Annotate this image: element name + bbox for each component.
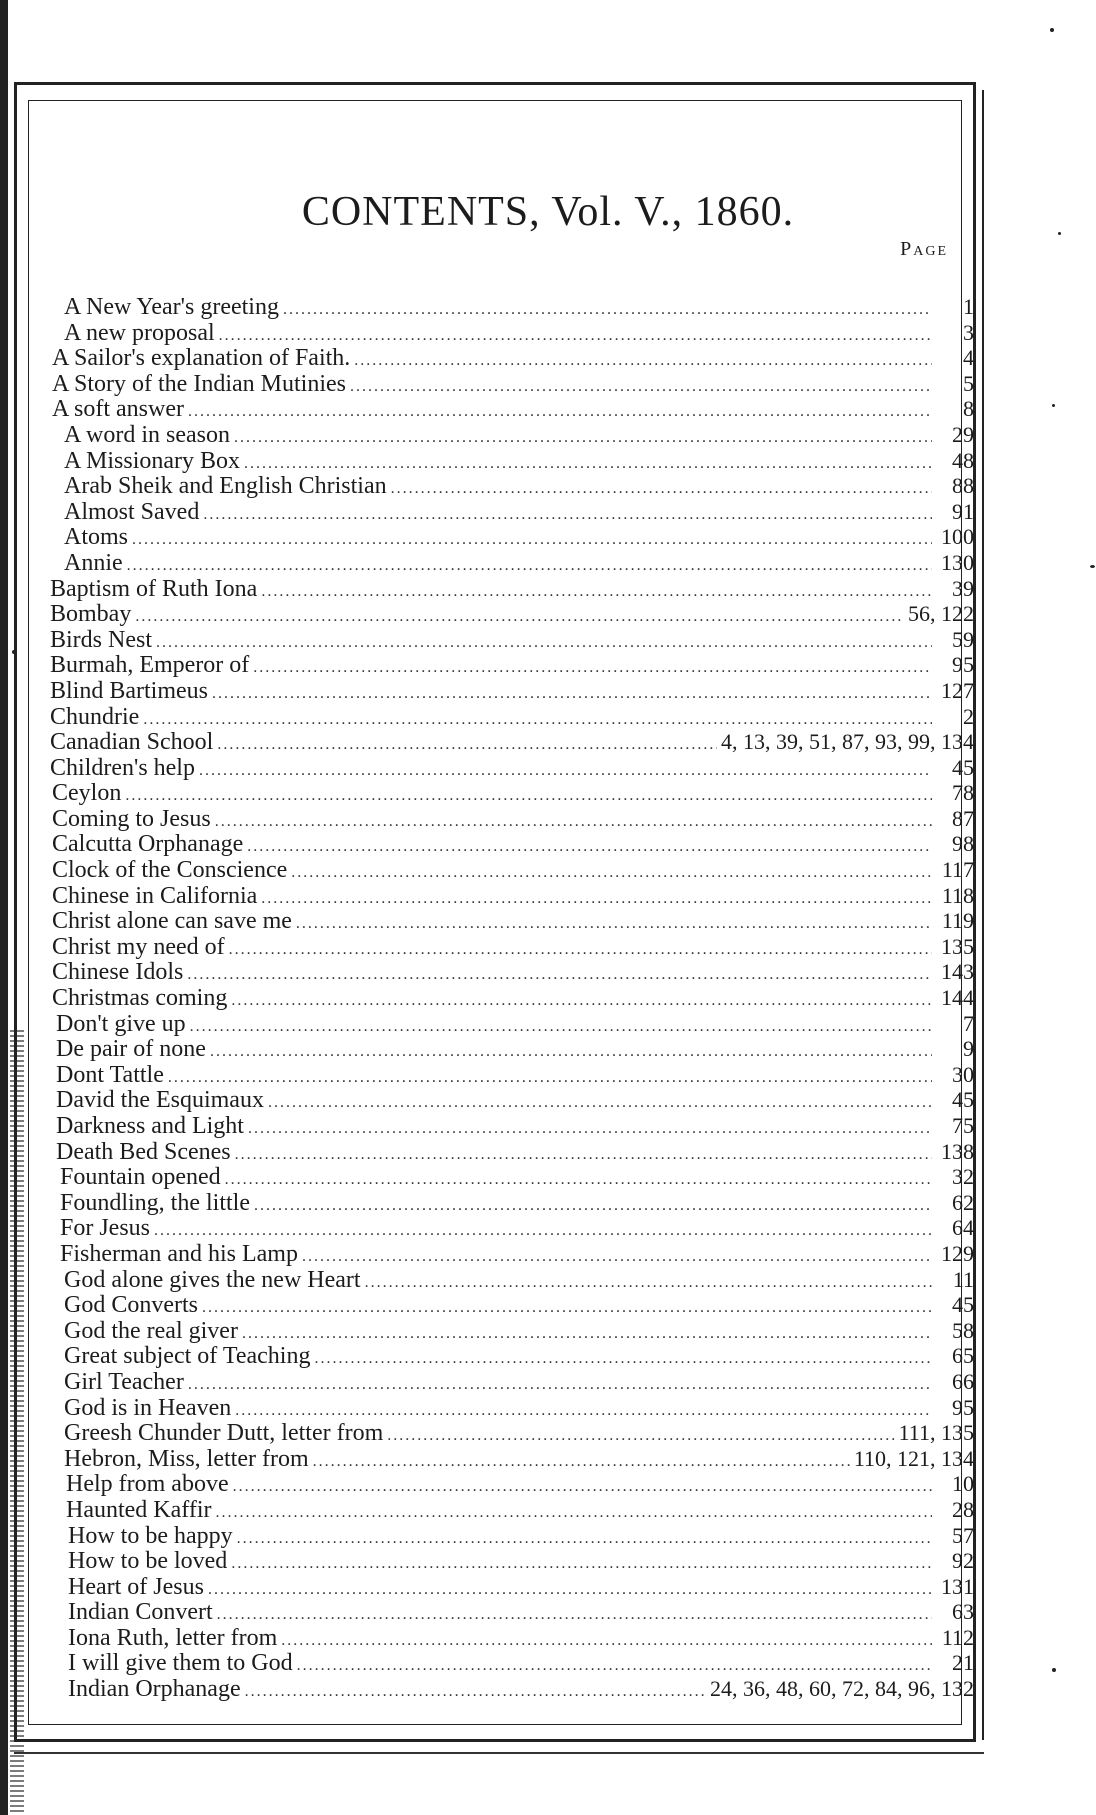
toc-entry-title: How to be happy <box>68 1522 233 1549</box>
toc-entry-pages: 39 <box>952 575 974 601</box>
toc-entry <box>44 1139 974 1165</box>
dot-leader <box>365 1270 932 1296</box>
toc-entry-title: Foundling, the little <box>60 1189 250 1216</box>
toc-entry-pages: 92 <box>952 1548 974 1574</box>
toc-entry <box>44 1036 974 1062</box>
toc-entry-pages: 24, 36, 48, 60, 72, 84, 96, 132 <box>710 1676 974 1702</box>
toc-entry-pages: 2 <box>963 703 974 729</box>
toc-entry-title: A soft answer <box>52 396 184 423</box>
toc-entry-title: Ceylon <box>52 780 122 807</box>
toc-entry-pages: 7 <box>963 1010 974 1036</box>
toc-entry <box>44 729 974 755</box>
toc-entry-title: Haunted Kaffir <box>66 1496 212 1523</box>
toc-entry <box>44 1267 974 1293</box>
toc-entry-pages: 63 <box>952 1599 974 1625</box>
dot-leader <box>268 1090 932 1116</box>
toc-entry-title: Iona Ruth, letter from <box>68 1624 278 1651</box>
dot-leader <box>199 758 932 784</box>
dot-leader <box>190 1014 932 1040</box>
toc-entry-pages: 127 <box>941 677 974 703</box>
dot-leader <box>125 783 932 809</box>
toc-entry-title: Blind Bartimeus <box>50 677 208 704</box>
toc-entry-pages: 64 <box>952 1215 974 1241</box>
toc-entry-pages: 130 <box>941 549 974 575</box>
ink-speck <box>1090 565 1095 568</box>
toc-entry <box>44 1625 974 1651</box>
dot-leader <box>156 630 932 656</box>
dot-leader <box>253 655 932 681</box>
dot-leader <box>127 553 932 579</box>
toc-entry-title: Birds Nest <box>50 626 152 653</box>
toc-entry-pages: 4 <box>963 345 974 371</box>
toc-entry-title: For Jesus <box>60 1215 151 1242</box>
toc-entry-pages: 5 <box>963 370 974 396</box>
toc-entry <box>44 1113 974 1139</box>
toc-entry-title: Dont Tattle <box>56 1061 164 1088</box>
toc-entry-title: God the real giver <box>64 1317 238 1344</box>
toc-entry-pages: 118 <box>941 882 974 908</box>
toc-entry <box>44 1011 974 1037</box>
toc-entry <box>44 1190 974 1216</box>
toc-entry <box>44 345 974 371</box>
toc-entry <box>44 1471 974 1497</box>
dot-leader <box>245 1679 706 1705</box>
toc-entry-title: Heart of Jesus <box>68 1573 204 1600</box>
dot-leader <box>350 374 932 400</box>
toc-entry-pages: 131 <box>941 1573 974 1599</box>
toc-entry-title: Fountain opened <box>60 1164 221 1191</box>
toc-entry-pages: 3 <box>963 319 974 345</box>
toc-entry-pages: 117 <box>941 857 974 883</box>
toc-entry-pages: 87 <box>952 805 974 831</box>
toc-entry-pages: 56, 122 <box>908 601 974 627</box>
dot-leader <box>231 988 932 1014</box>
toc-entry <box>44 1087 974 1113</box>
toc-entry-title: A Story of the Indian Mutinies <box>52 370 346 397</box>
toc-entry <box>44 908 974 934</box>
toc-entry-title: A Sailor's explanation of Faith. <box>52 345 351 372</box>
ink-speck <box>1052 1668 1056 1672</box>
toc-entry-title: Darkness and Light <box>56 1113 244 1139</box>
dot-leader <box>217 1602 932 1628</box>
toc-entry-title: Annie <box>64 549 123 576</box>
toc-entry-pages: 8 <box>963 396 974 422</box>
dot-leader <box>188 1372 932 1398</box>
toc-entry <box>44 959 974 985</box>
toc-entry <box>44 1241 974 1267</box>
toc-entry <box>44 1523 974 1549</box>
toc-entry-title: God Converts <box>64 1292 198 1319</box>
toc-entry-pages: 29 <box>952 421 974 447</box>
toc-entry-title: Chinese Idols <box>52 959 184 986</box>
toc-entry <box>44 473 974 499</box>
toc-entry-pages: 75 <box>952 1113 974 1138</box>
dot-leader <box>188 399 932 425</box>
ink-speck <box>1052 404 1055 407</box>
toc-entry <box>44 1343 974 1369</box>
dot-leader <box>212 681 932 707</box>
toc-entry-pages: 9 <box>963 1036 974 1062</box>
toc-entry <box>44 780 974 806</box>
toc-entry <box>44 320 974 346</box>
toc-entry-pages: 32 <box>952 1164 974 1190</box>
dot-leader <box>215 809 932 835</box>
toc-entry <box>44 1574 974 1600</box>
toc-entry-title: God is in Heaven <box>64 1394 232 1421</box>
toc-entry-pages: 48 <box>952 447 974 473</box>
dot-leader <box>225 1167 932 1193</box>
toc-entry <box>44 601 974 627</box>
toc-entry-pages: 143 <box>941 959 974 985</box>
toc-entry <box>44 1318 974 1344</box>
dot-leader <box>231 1551 932 1577</box>
toc-entry-title: Christ my need of <box>52 933 225 960</box>
toc-entry-pages: 100 <box>941 524 974 550</box>
dot-leader <box>187 962 932 988</box>
toc-entry-title: A New Year's greeting <box>64 294 279 320</box>
dot-leader <box>302 1244 932 1270</box>
toc-entry <box>44 831 974 857</box>
dot-leader <box>283 297 932 323</box>
toc-entry-title: Calcutta Orphanage <box>52 831 244 858</box>
toc-entry-pages: 110, 121, 134 <box>853 1445 974 1471</box>
toc-entry-title: How to be loved <box>68 1548 228 1575</box>
toc-entry-title: I will give them to God <box>68 1650 293 1677</box>
toc-entry <box>44 883 974 909</box>
toc-entry-title: A Missionary Box <box>64 447 241 474</box>
toc-entry-title: Don't give up <box>56 1010 186 1037</box>
toc-entry-pages: 129 <box>941 1240 974 1266</box>
toc-entry-title: Indian Convert <box>68 1599 213 1626</box>
toc-entry <box>44 1599 974 1625</box>
toc-entry-pages: 57 <box>952 1522 974 1548</box>
toc-entry-title: Hebron, Miss, letter from <box>64 1445 309 1472</box>
toc-entry <box>44 371 974 397</box>
dot-leader <box>132 527 932 553</box>
dot-leader <box>254 1193 932 1219</box>
toc-entry <box>44 678 974 704</box>
dot-leader <box>237 1526 932 1552</box>
toc-entry-pages: 10 <box>952 1471 974 1497</box>
dot-leader <box>247 834 932 860</box>
toc-entry-title: Christ alone can save me <box>52 908 292 935</box>
toc-entry <box>44 448 974 474</box>
toc-entry-pages: 28 <box>952 1496 974 1522</box>
toc-entry-pages: 144 <box>941 985 974 1011</box>
dot-leader <box>202 1295 932 1321</box>
dot-leader <box>216 1500 933 1526</box>
toc-entry-title: Fisherman and his Lamp <box>60 1240 298 1267</box>
bottom-rule <box>14 1752 984 1754</box>
toc-entry <box>44 985 974 1011</box>
toc-entry-pages: 4, 13, 39, 51, 87, 93, 99, 134 <box>721 729 974 755</box>
toc-entry-title: Death Bed Scenes <box>56 1138 231 1165</box>
toc-entry-pages: 11 <box>952 1266 974 1292</box>
dot-leader <box>242 1321 932 1347</box>
toc-entry-pages: 78 <box>952 780 974 806</box>
toc-entry <box>44 1215 974 1241</box>
dot-leader <box>313 1449 850 1475</box>
dot-leader <box>210 1039 932 1065</box>
toc-entry <box>44 806 974 832</box>
toc-entry-title: God alone gives the new Heart <box>64 1266 361 1293</box>
toc-entry-title: Greesh Chunder Dutt, letter from <box>64 1420 384 1447</box>
dot-leader <box>235 1142 932 1168</box>
contents-list <box>44 294 974 1702</box>
toc-entry-title: De pair of none <box>56 1036 206 1063</box>
toc-entry <box>44 627 974 653</box>
toc-entry-title: A word in season <box>64 421 230 448</box>
toc-entry-pages: 91 <box>952 498 974 524</box>
toc-entry <box>44 1650 974 1676</box>
binding-edge <box>0 0 8 1815</box>
toc-entry-title: Great subject of Teaching <box>64 1343 311 1370</box>
dot-leader <box>291 860 932 886</box>
toc-entry-title: Children's help <box>50 754 195 781</box>
toc-entry-title: Clock of the Conscience <box>52 857 288 884</box>
toc-entry-title: Arab Sheik and English Christian <box>64 473 387 500</box>
toc-entry-pages: 138 <box>941 1138 974 1164</box>
toc-entry-title: Atoms <box>64 524 129 551</box>
page-border-rule <box>982 90 984 1740</box>
toc-entry <box>44 1548 974 1574</box>
toc-entry-pages: 65 <box>952 1343 974 1369</box>
toc-entry-title: David the Esquimaux <box>56 1087 264 1114</box>
toc-entry <box>44 550 974 576</box>
toc-entry-title: Chinese in California <box>52 882 258 909</box>
toc-entry <box>44 1292 974 1318</box>
dot-leader <box>203 502 932 528</box>
dot-leader <box>208 1577 932 1603</box>
toc-entry <box>44 422 974 448</box>
page-column-header: Page <box>900 238 948 260</box>
toc-entry <box>44 396 974 422</box>
toc-entry <box>44 934 974 960</box>
toc-entry-title: Baptism of Ruth Iona <box>50 575 258 602</box>
toc-entry <box>44 1062 974 1088</box>
toc-entry-pages: 112 <box>941 1624 974 1650</box>
dot-leader <box>314 1346 932 1372</box>
dot-leader <box>261 886 932 912</box>
toc-entry <box>44 1369 974 1395</box>
dot-leader <box>168 1065 932 1091</box>
toc-entry <box>44 576 974 602</box>
toc-entry-title: Chundrie <box>50 703 140 730</box>
toc-entry-title: Burmah, Emperor of <box>50 652 250 679</box>
dot-leader <box>354 348 932 374</box>
dot-leader <box>281 1628 932 1654</box>
toc-entry-title: Christmas coming <box>52 985 228 1012</box>
toc-entry-pages: 66 <box>952 1368 974 1394</box>
dot-leader <box>229 937 932 963</box>
toc-entry-pages: 119 <box>941 908 974 934</box>
toc-entry-pages: 30 <box>952 1061 974 1087</box>
toc-entry-title: Canadian School <box>50 729 214 756</box>
ink-speck <box>1050 28 1054 32</box>
toc-entry-pages: 88 <box>952 473 974 499</box>
toc-entry-pages: 98 <box>952 831 974 857</box>
toc-entry <box>44 294 974 320</box>
toc-entry-pages: 62 <box>952 1189 974 1215</box>
dot-leader <box>233 1474 932 1500</box>
toc-entry <box>44 652 974 678</box>
toc-entry <box>44 1446 974 1472</box>
dot-leader <box>217 732 717 758</box>
toc-entry-title: Help from above <box>66 1471 229 1498</box>
toc-entry-title: Indian Orphanage <box>68 1676 241 1703</box>
toc-entry-title: Bombay <box>50 601 132 628</box>
toc-entry-pages: 58 <box>952 1317 974 1343</box>
toc-entry <box>44 1676 974 1702</box>
toc-entry-pages: 95 <box>952 1394 974 1420</box>
toc-entry <box>44 499 974 525</box>
toc-entry-pages: 95 <box>952 652 974 678</box>
dot-leader <box>135 604 904 630</box>
toc-entry <box>44 1420 974 1446</box>
toc-entry-pages: 111, 135 <box>898 1420 974 1446</box>
toc-entry <box>44 524 974 550</box>
toc-entry-pages: 135 <box>941 933 974 959</box>
toc-entry-pages: 21 <box>952 1650 974 1676</box>
toc-entry <box>44 1164 974 1190</box>
dot-leader <box>234 425 932 451</box>
dot-leader <box>387 1423 894 1449</box>
toc-entry-title: Almost Saved <box>64 498 200 525</box>
toc-entry-pages: 45 <box>952 1292 974 1318</box>
dot-leader <box>261 579 932 605</box>
toc-entry <box>44 857 974 883</box>
toc-entry-pages: 45 <box>952 1087 974 1113</box>
toc-entry <box>44 704 974 730</box>
toc-entry-pages: 45 <box>952 754 974 780</box>
toc-entry-pages: 1 <box>963 294 974 319</box>
toc-entry-title: Coming to Jesus <box>52 805 211 832</box>
toc-entry-title: A new proposal <box>64 319 215 346</box>
dot-leader <box>296 911 932 937</box>
toc-entry <box>44 1497 974 1523</box>
ink-speck <box>12 650 16 654</box>
dot-leader <box>391 476 932 502</box>
page-title: CONTENTS, Vol. V., 1860. <box>301 189 795 235</box>
toc-entry-pages: 59 <box>952 626 974 652</box>
toc-entry <box>44 1395 974 1421</box>
toc-entry <box>44 755 974 781</box>
dot-leader <box>248 1116 932 1142</box>
toc-entry-title: Girl Teacher <box>64 1368 184 1395</box>
